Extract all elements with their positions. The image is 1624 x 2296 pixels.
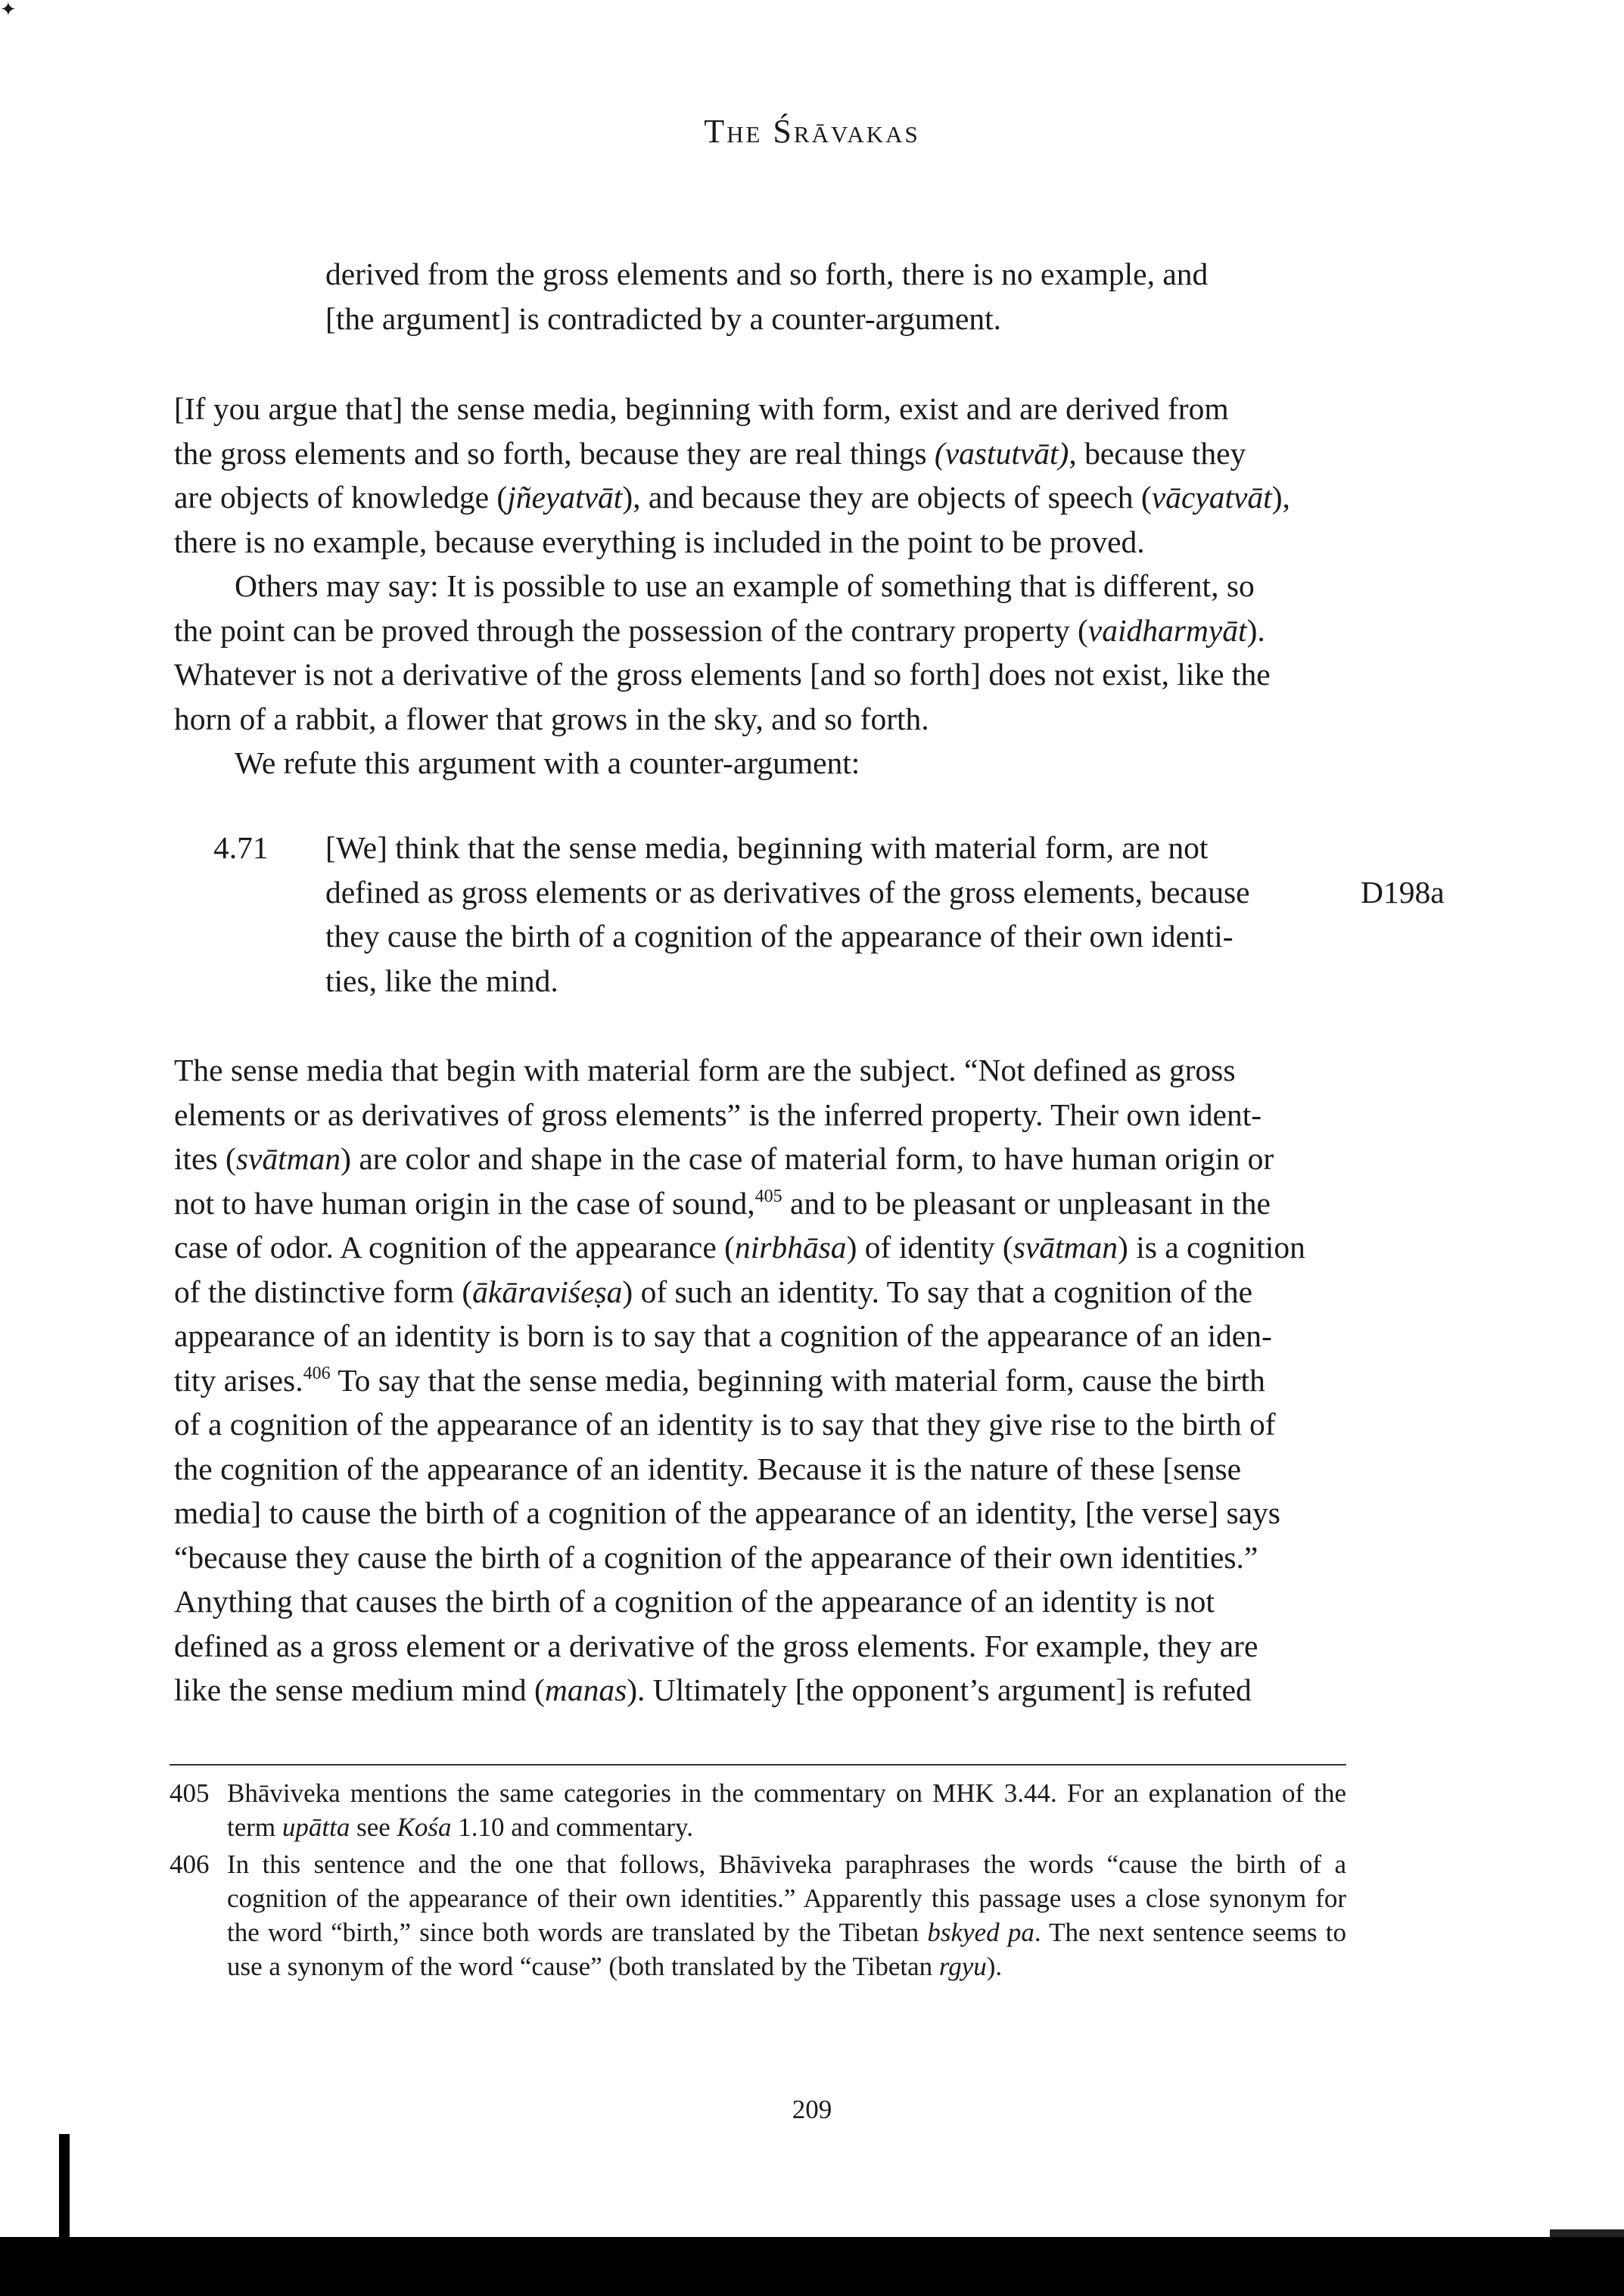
- term-vaidharmyat: vaidharmyāt: [1087, 612, 1247, 648]
- footnote-406: 406 In this sentence and the one that follows, Bhāviveka paraphrases the words “cause the birth of a cognition of the appearance of their own identities.” Apparently this passage uses a close synonym for the word “birth,” since both words are translated by the Tibetan bskyed pa. The next sentence seems to use a synonym of the word “cause” (both translated by the Tibetan rgyu).: [170, 1847, 1346, 1983]
- scan-bottom-border: [0, 2237, 1624, 2296]
- text-line: “because they cause the birth of a cognition of the appearance of their own identities.”: [174, 1539, 1258, 1575]
- footnote-ref-405[interactable]: 405: [754, 1186, 782, 1206]
- footnote-ref-406[interactable]: 406: [303, 1363, 331, 1383]
- verse-number: 4.71: [213, 830, 269, 865]
- text-line: of a cognition of the appearance of an identity is to say that they give rise to the birth of: [174, 1407, 1276, 1442]
- term-bskyed-pa: bskyed pa: [927, 1918, 1034, 1947]
- footnote-number: 405: [170, 1778, 210, 1808]
- text-line: there is no example, because everything is included in the point to be proved.: [174, 524, 1145, 559]
- page-number: 209: [792, 2095, 832, 2124]
- text-line: not to have human origin in the case of sound,$^{405}$ and to be pleasant or unpleasant in the: [174, 1185, 1271, 1221]
- text-line: the gross elements and so forth, because they are real things (vastutvāt), because they: [174, 435, 1246, 471]
- text-line: [If you argue that] the sense media, beginning with form, exist and are derived from: [174, 391, 1229, 426]
- text-line: like the sense medium mind (manas). Ultimately [the opponent’s argument] is refuted: [174, 1672, 1252, 1707]
- term-manas: manas: [544, 1672, 627, 1707]
- text-line: Others may say: It is possible to use an example of something that is different, so: [235, 568, 1255, 603]
- text-line: We refute this argument with a counter-argument:: [235, 745, 860, 780]
- text-line: the cognition of the appearance of an identity. Because it is the nature of these [sense: [174, 1451, 1242, 1486]
- text-line: defined as a gross element or a derivative of the gross elements. For example, they are: [174, 1628, 1258, 1663]
- text-line: case of odor. A cognition of the appearance (nirbhāsa) of identity (svātman) is a cognition: [174, 1230, 1305, 1265]
- verse-line: they cause the birth of a cognition of the appearance of their own identi-: [325, 919, 1234, 954]
- text-line: appearance of an identity is born is to say that a cognition of the appearance of an iden-: [174, 1318, 1272, 1353]
- verse-line: ties, like the mind.: [325, 963, 558, 998]
- term-kosa: Kośa: [397, 1812, 452, 1842]
- verse-cont-line: [the argument] is contradicted by a counter-argument.: [325, 300, 1002, 336]
- term-vastutvat: (vastutvāt): [934, 435, 1069, 471]
- term-upatta: upātta: [282, 1812, 350, 1842]
- scan-edge-shadow: [59, 2134, 70, 2240]
- footnote-rule: [170, 1764, 1346, 1766]
- text-line: the point can be proved through the possession of the contrary property (vaidharmyāt).: [174, 612, 1265, 648]
- running-head: The Śrāvakas: [704, 113, 920, 150]
- scan-corner-mark: ✦: [0, 0, 17, 20]
- text-line: Anything that causes the birth of a cognition of the appearance of an identity is not: [174, 1584, 1215, 1619]
- text-line: Whatever is not a derivative of the gross elements [and so forth] does not exist, like the: [174, 657, 1271, 692]
- term-vacyatvat: vācyatvāt: [1151, 480, 1272, 515]
- scan-edge-tick: [1550, 2229, 1624, 2237]
- footnotes: [170, 1776, 1346, 1986]
- term-svatman: svātman: [235, 1141, 341, 1176]
- verse-line: [We] think that the sense media, beginning with material form, are not: [325, 830, 1209, 865]
- margin-reference: D198a: [1361, 875, 1445, 910]
- verse-continuation: [325, 252, 1332, 341]
- text-line: ites (svātman) are color and shape in the case of material form, to have human origin or: [174, 1141, 1274, 1176]
- text-line: media] to cause the birth of a cognition of the appearance of an identity, [the verse] says: [174, 1495, 1280, 1530]
- text-line: of the distinctive form (ākāraviśeṣa) of such an identity. To say that a cognition of the: [174, 1274, 1253, 1309]
- text-line: tity arises.$^{406}$ To say that the sense media, beginning with material form, cause the birth: [174, 1362, 1265, 1398]
- term-nirbhasa: nirbhāsa: [734, 1230, 847, 1265]
- term-jneyatvat: jñeyatvāt: [507, 480, 623, 515]
- term-svatman: svātman: [1013, 1230, 1118, 1265]
- paragraph-commentary: [174, 1048, 1355, 1713]
- text-line: are objects of knowledge (jñeyatvāt), and because they are objects of speech (vācyatvāt),: [174, 480, 1290, 515]
- paragraph-opponent-argument: [174, 387, 1355, 786]
- verse-4-71: [325, 826, 1302, 1003]
- text-line: The sense media that begin with material form are the subject. “Not defined as gross: [174, 1053, 1236, 1087]
- footnote-405: 405 Bhāviveka mentions the same categories in the commentary on MHK 3.44. For an explanation of the term upātta see Kośa 1.10 and commentary.: [170, 1776, 1346, 1844]
- verse-cont-line: derived from the gross elements and so forth, there is no example, and: [325, 257, 1209, 291]
- verse-line: defined as gross elements or as derivatives of the gross elements, because: [325, 874, 1250, 910]
- text-line: horn of a rabbit, a flower that grows in the sky, and so forth.: [174, 701, 929, 736]
- footnote-number: 406: [170, 1850, 210, 1879]
- term-akaravisesa: ākāraviśeṣa: [472, 1274, 623, 1309]
- term-rgyu: rgyu: [938, 1952, 987, 1981]
- text-line: elements or as derivatives of gross elements” is the inferred property. Their own ident-: [174, 1097, 1262, 1132]
